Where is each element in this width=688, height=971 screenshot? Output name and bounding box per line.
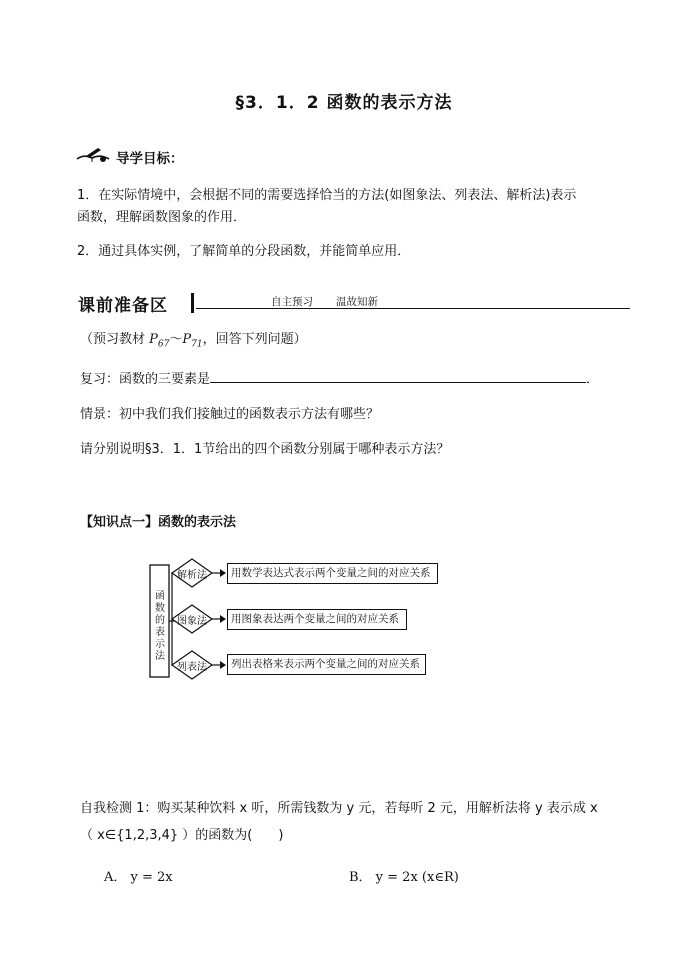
- knowledge-heading: 【知识点一】函数的表示法: [80, 515, 237, 530]
- method-desc-graph: 用图象表达两个变量之间的对应关系: [227, 609, 407, 630]
- self-test-line-1: 自我检测 1：购买某种饮料 x 听，所需钱数为 y 元，若每听 2 元，用解析法将 y 表示成 x: [80, 801, 598, 816]
- representation-diagram: [148, 553, 438, 688]
- self-test-line-2: （ x∈{1,2,3,4} ）的函数为( ): [80, 828, 284, 843]
- method-label-table: 列表法: [177, 662, 207, 673]
- prep-divider-line: [196, 308, 630, 309]
- page-title: §3．1．2 函数的表示方法: [235, 93, 453, 113]
- method-label-graph: 图象法: [177, 616, 207, 627]
- prep-divider-tick: [191, 293, 194, 313]
- method-label-analytic: 解析法: [177, 570, 207, 581]
- review-label: 复习：函数的三要素是: [80, 372, 211, 387]
- preview-note-suffix: ，回答下列问题）: [202, 332, 307, 347]
- scenario-question: 情景：初中我们我们接触过的函数表示方法有哪些？: [80, 407, 380, 422]
- review-answer-blank[interactable]: [210, 366, 586, 383]
- classify-question: 请分别说明§3．1．1节给出的四个函数分别属于哪种表示方法？: [80, 442, 450, 457]
- preview-note-prefix: （预习教材: [80, 332, 150, 347]
- pen-book-icon: [76, 145, 110, 169]
- option-a[interactable]: A． y = 2x: [104, 870, 173, 885]
- option-b[interactable]: B． y = 2x (x∈R): [349, 870, 459, 885]
- goals-heading: [76, 146, 184, 168]
- page-ref-end: $P_{71}$: [182, 332, 203, 350]
- goals-heading-label: 导学目标：: [116, 151, 184, 167]
- prep-title: 课前准备区: [78, 296, 168, 316]
- page-ref-start: $P_{67}$: [149, 332, 170, 350]
- page-range-tilde: ～: [169, 332, 183, 347]
- review-line: [80, 366, 599, 392]
- review-end: ．: [586, 372, 600, 387]
- method-desc-table: 列出表格来表示两个变量之间的对应关系: [227, 654, 426, 675]
- preview-note: [80, 328, 307, 357]
- prep-banner: [78, 291, 630, 317]
- method-desc-analytic: 用数学表达式表示两个变量之间的对应关系: [227, 563, 438, 584]
- diagram-root-label: 函数的表示法: [155, 591, 165, 662]
- prep-subtitle-2: 温故知新: [336, 296, 378, 308]
- goal-item-1-line-2: 函数，理解函数图象的作用．: [77, 210, 247, 225]
- goal-item-1-line-1: 1．在实际情境中，会根据不同的需要选择恰当的方法(如图象法、列表法、解析法)表示: [77, 188, 577, 203]
- prep-subtitle-1: 自主预习: [271, 296, 313, 308]
- goal-item-2: 2．通过具体实例，了解简单的分段函数，并能简单应用．: [77, 244, 411, 259]
